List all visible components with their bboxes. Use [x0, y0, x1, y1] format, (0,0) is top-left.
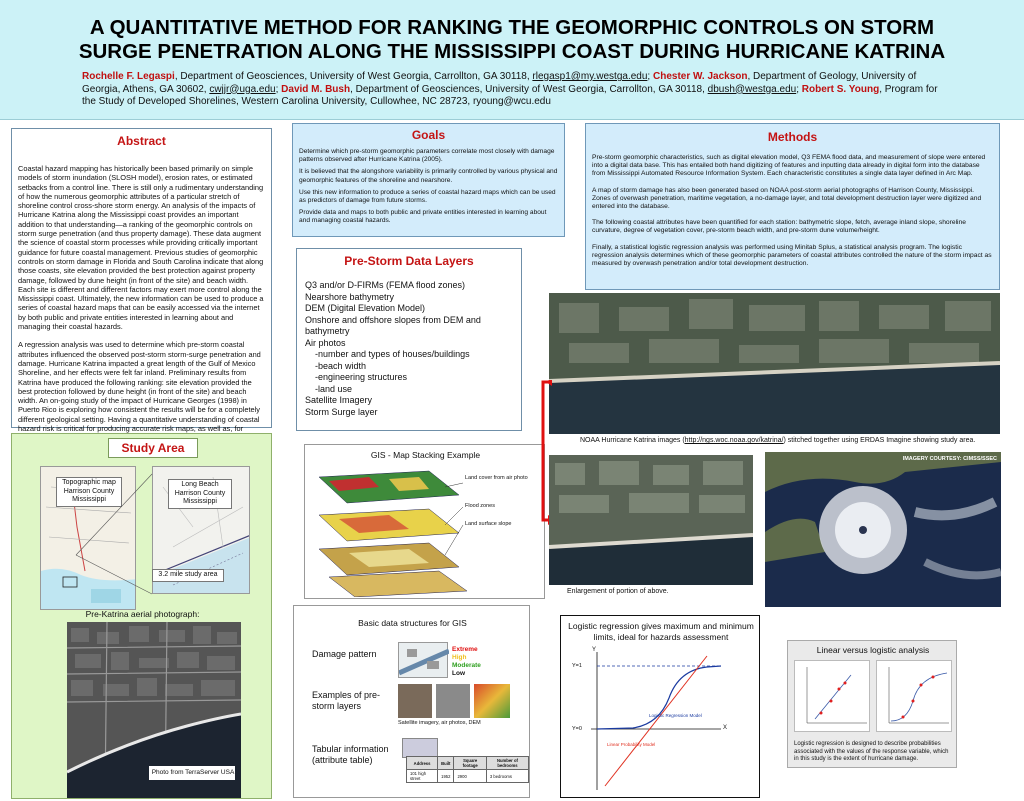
legend-low: Low	[452, 670, 465, 677]
legend-moderate: Moderate	[452, 662, 481, 669]
prestorm-title: Pre-Storm Data Layers	[344, 254, 474, 268]
gis-stacking-panel	[304, 444, 545, 599]
methods-paragraph: A map of storm damage has also been generated based on NOAA post-storm aerial photographs of Harrison County, Mississippi. Zones of overwash penetration, maritime vegetation, a no-damage layer, and total development destruction layer were digitized and entered into the database.	[592, 186, 982, 211]
title-line-1: A QUANTITATIVE METHOD FOR RANKING THE GEOMORPHIC CONTROLS ON STORM	[89, 16, 935, 39]
noaa-caption-text: NOAA Hurricane Katrina images (	[580, 437, 685, 444]
noaa-caption	[580, 436, 1010, 445]
air-photo-thumb	[398, 684, 432, 718]
study-area-panel	[11, 433, 272, 799]
attribute-table	[406, 756, 529, 783]
author-name: David M. Bush	[281, 83, 351, 95]
poster-title	[10, 16, 1014, 64]
long-beach-map-label: Long Beach Harrison County Mississippi	[168, 479, 232, 509]
study-area-length-label: 3.2 mile study area	[152, 569, 224, 582]
study-area-title: Study Area	[108, 438, 198, 458]
table-header: Number of bedrooms	[486, 757, 528, 770]
list-item: Storm Surge layer	[305, 406, 378, 417]
basic-title: Basic data structures for GIS	[358, 618, 467, 628]
prestorm-list	[305, 280, 513, 418]
methods-paragraph: Finally, a statistical logistic regression analysis was performed using Minitab Splus, a statistical analysis program. The logistic regression analysis determines which of these geomorphic parameters of coastal attributes controlled the nature of the storm impact as measured by overwash penetration and/or total development destruction.	[592, 243, 992, 268]
building-thumb	[402, 738, 438, 758]
author-separator: ;	[275, 83, 282, 95]
topographic-map-label: Topographic map Harrison County Mississippi	[56, 477, 122, 507]
abstract-panel	[11, 128, 272, 434]
legend-extreme: Extreme	[452, 646, 478, 653]
pre-katrina-aerial-photo	[67, 622, 241, 798]
list-item: -engineering structures	[315, 372, 408, 382]
goal-item: It is believed that the alongshore variability is primarily controlled by various physical and geomorphic features of the shoreline and nearshore.	[299, 168, 558, 184]
author-affiliation: , Department of Geosciences, University of West Georgia, Carrollton, GA 30118,	[174, 71, 533, 82]
tabular-label: Tabular information (attribute table)	[312, 744, 389, 765]
linlog-caption: Logistic regression is designed to describe probabilities associated with the values of the response variable, which in this study is the extent of hurricane damage.	[794, 741, 949, 762]
methods-panel	[585, 123, 1000, 290]
gis-layer-label: Land surface slope	[465, 521, 512, 527]
author-list	[82, 71, 942, 109]
list-item: -number and types of houses/buildings	[315, 349, 470, 359]
enlargement-photo	[549, 455, 753, 585]
photo-credit: Photo from TerraServer USA	[151, 769, 235, 776]
author-email-link[interactable]: dbush@westga.edu	[707, 83, 797, 95]
goals-panel	[292, 123, 565, 237]
goal-item: Determine which pre-storm geomorphic parameters correlate most closely with damage patterns observed after Hurricane Katrina (2005).	[299, 148, 555, 164]
logreg-y0-label: Y=0	[572, 726, 582, 732]
table-cell: 2900	[454, 770, 486, 783]
list-item: Nearshore bathymetry	[305, 291, 395, 302]
author-separator: ;	[796, 83, 802, 95]
author-affiliation: , Department of Geosciences, University of West Georgia, Carrollton, GA 30118,	[350, 83, 708, 95]
noaa-caption-text: ) stitched together using ERDAS Imagine showing study area.	[783, 437, 976, 444]
logreg-figure	[561, 616, 761, 799]
satellite-credit: IMAGERY COURTESY: CIMSS/SSEC	[902, 456, 997, 462]
linlog-title: Linear versus logistic analysis	[816, 645, 930, 655]
satellite-caption: Satellite imagery, air photos, DEM	[398, 720, 481, 726]
table-cell: 101 high street	[407, 770, 438, 783]
poster-header	[0, 0, 1024, 120]
methods-title: Methods	[767, 130, 818, 144]
gis-stack-title: GIS - Map Stacking Example	[370, 450, 481, 460]
list-item: Q3 and/or D-FIRMs (FEMA flood zones)	[305, 280, 466, 290]
author-email-link[interactable]: rlegasp1@my.westga.edu	[532, 71, 648, 82]
author-name: Chester W. Jackson	[652, 71, 748, 82]
linear-plot	[794, 660, 870, 732]
logistic-model-label: Logistic Regression Model	[649, 713, 702, 718]
list-item: DEM (Digital Elevation Model)	[305, 303, 426, 313]
abstract-paragraph: A regression analysis was used to determine which pre-storm coastal attributes influenced the observed post-storm storm-surge penetration and damage. Hurricane Katrina impacted a great length of the Gulf of Mexico Shoreline, and her effects were felt far inland. Preliminary results from Katrina have produced the following ranking: site elevation provided the best protection followed by dune height (in front of the site) and beach width. An on-going study of the impact of Hurricane Georges (1998) in Puerto Rico is exploring how consistent the results will be for a completely different geological setting. Having a quantitative understanding of coastal hazard risk is critical for producing accurate risk maps, as well as, for	[18, 340, 261, 434]
logreg-y1-label: Y=1	[572, 663, 582, 669]
list-item: Onshore and offshore slopes from DEM and bathymetry	[305, 314, 481, 336]
abstract-paragraph: Coastal hazard mapping has historically been based primarily on simple models of storm inundation (SLOSH model), erosion rates, or estimated setbacks from a control line. There is still only a rudimentary understanding of how the numerous geomorphic attributes of a particular stretch of shoreline control cross-shore storm energy. An analysis of the impacts of Hurricane Katrina along the Mississippi coast provides an important addition to that understanding—a ranking of the geomorphic controls on storm surge penetration (and thus property damage). These data augment the science of coastal storm processes while providing critically important guidance for future coastal management. Previous studies of geomorphic controls on storm damage in Florida and South Carolina indicate that along those coasts, site elevation provided the best protection against property damage, followed by dune height (in front of the site) and beach width. Each site is different and different factors may exert more control along the Mississippi coast. Ultimately, the new information can be used to produce a series of coastal hazard maps that can be easily accessed via the internet by both public and private entities interested in learning about and managing their coastal hazards.	[18, 164, 264, 332]
list-item: -land use	[315, 383, 353, 394]
abstract-title: Abstract	[117, 134, 166, 148]
title-line-2: SURGE PENETRATION ALONG THE MISSISSIPPI COAST DURING HURRICANE KATRINA	[78, 40, 946, 63]
gis-layer-label: Flood zones	[465, 503, 495, 509]
damage-pattern-label: Damage pattern	[312, 649, 377, 659]
author-affiliation: , Program for the Study of Developed Shorelines, Western Carolina University, Cullowhee, NC 28723, ryoung@wcu.edu	[82, 83, 938, 107]
basic-data-structures-panel	[293, 605, 530, 798]
author-separator: ;	[647, 71, 653, 82]
satellite-thumb	[436, 684, 470, 718]
table-header: Address	[407, 757, 438, 770]
linear-vs-logistic-panel	[787, 640, 957, 768]
map-connector-lines	[12, 434, 273, 634]
damage-pattern-map	[398, 642, 448, 678]
author-name: Robert S. Young	[801, 83, 880, 95]
list-item: -beach width	[315, 360, 367, 371]
table-cell: 3 bedrooms	[486, 770, 528, 783]
author-email-link[interactable]: cwjjr@uga.edu	[209, 83, 276, 95]
legend-high: High	[452, 654, 467, 661]
noaa-link[interactable]: http://ngs.woc.noaa.gov/katrina/	[684, 437, 784, 444]
logreg-y-axis: Y	[592, 647, 597, 653]
goal-item: Provide data and maps to both public and private entities interested in learning about and managing coastal hazards.	[299, 209, 547, 225]
table-header: Built	[438, 757, 454, 770]
goal-item: Use this new information to produce a series of coastal hazard maps which can be used as predictors of damage from future storms.	[299, 188, 556, 205]
methods-paragraph: Pre-storm geomorphic characteristics, such as digital elevation model, Q3 FEMA flood data, and measurement of slope were entered into a digital data base. This has entailed both hand digitizing of features and inputting data already in digital form into the database from Mississippi Automated Resource Information System. Each characteristic constitutes a single data layer defined in Arc Map.	[592, 154, 986, 178]
examples-label: Examples of pre-storm layers	[312, 690, 381, 711]
gis-layer-label: Land cover from air photo	[465, 475, 528, 481]
goals-title: Goals	[411, 128, 446, 142]
author-name: Rochelle F. Legaspi	[82, 71, 175, 82]
prestorm-layers-panel	[296, 248, 522, 431]
table-header: Square footage	[454, 757, 486, 770]
methods-paragraph: The following coastal attributes have been quantified for each station: bathymetric slope, fetch, average inland slope, shoreline curvature, degree of vegetation cover, pre-storm beach width, and pre-storm dune volume/height.	[592, 219, 966, 235]
logreg-title: Logistic regression gives maximum and minimum limits, ideal for hazards assessment	[568, 621, 754, 642]
logreg-x-axis: X	[723, 725, 728, 731]
satellite-hurricane-image	[765, 452, 1001, 607]
pre-katrina-caption: Pre-Katrina aerial photograph:	[85, 609, 200, 619]
logistic-plot	[876, 660, 952, 732]
linear-model-label: Linear Probability Model	[607, 742, 656, 747]
noaa-stitched-photo	[549, 293, 1000, 434]
enlargement-caption: Enlargement of portion of above.	[567, 588, 669, 595]
dem-thumb	[474, 684, 510, 718]
table-cell: 1952	[438, 770, 454, 783]
logistic-regression-panel	[560, 615, 760, 798]
author-affiliation: , Department of Geology, University of Georgia, Athens, GA 30602,	[82, 71, 917, 95]
list-item: Air photos	[305, 337, 346, 348]
list-item: Satellite Imagery	[305, 395, 373, 405]
